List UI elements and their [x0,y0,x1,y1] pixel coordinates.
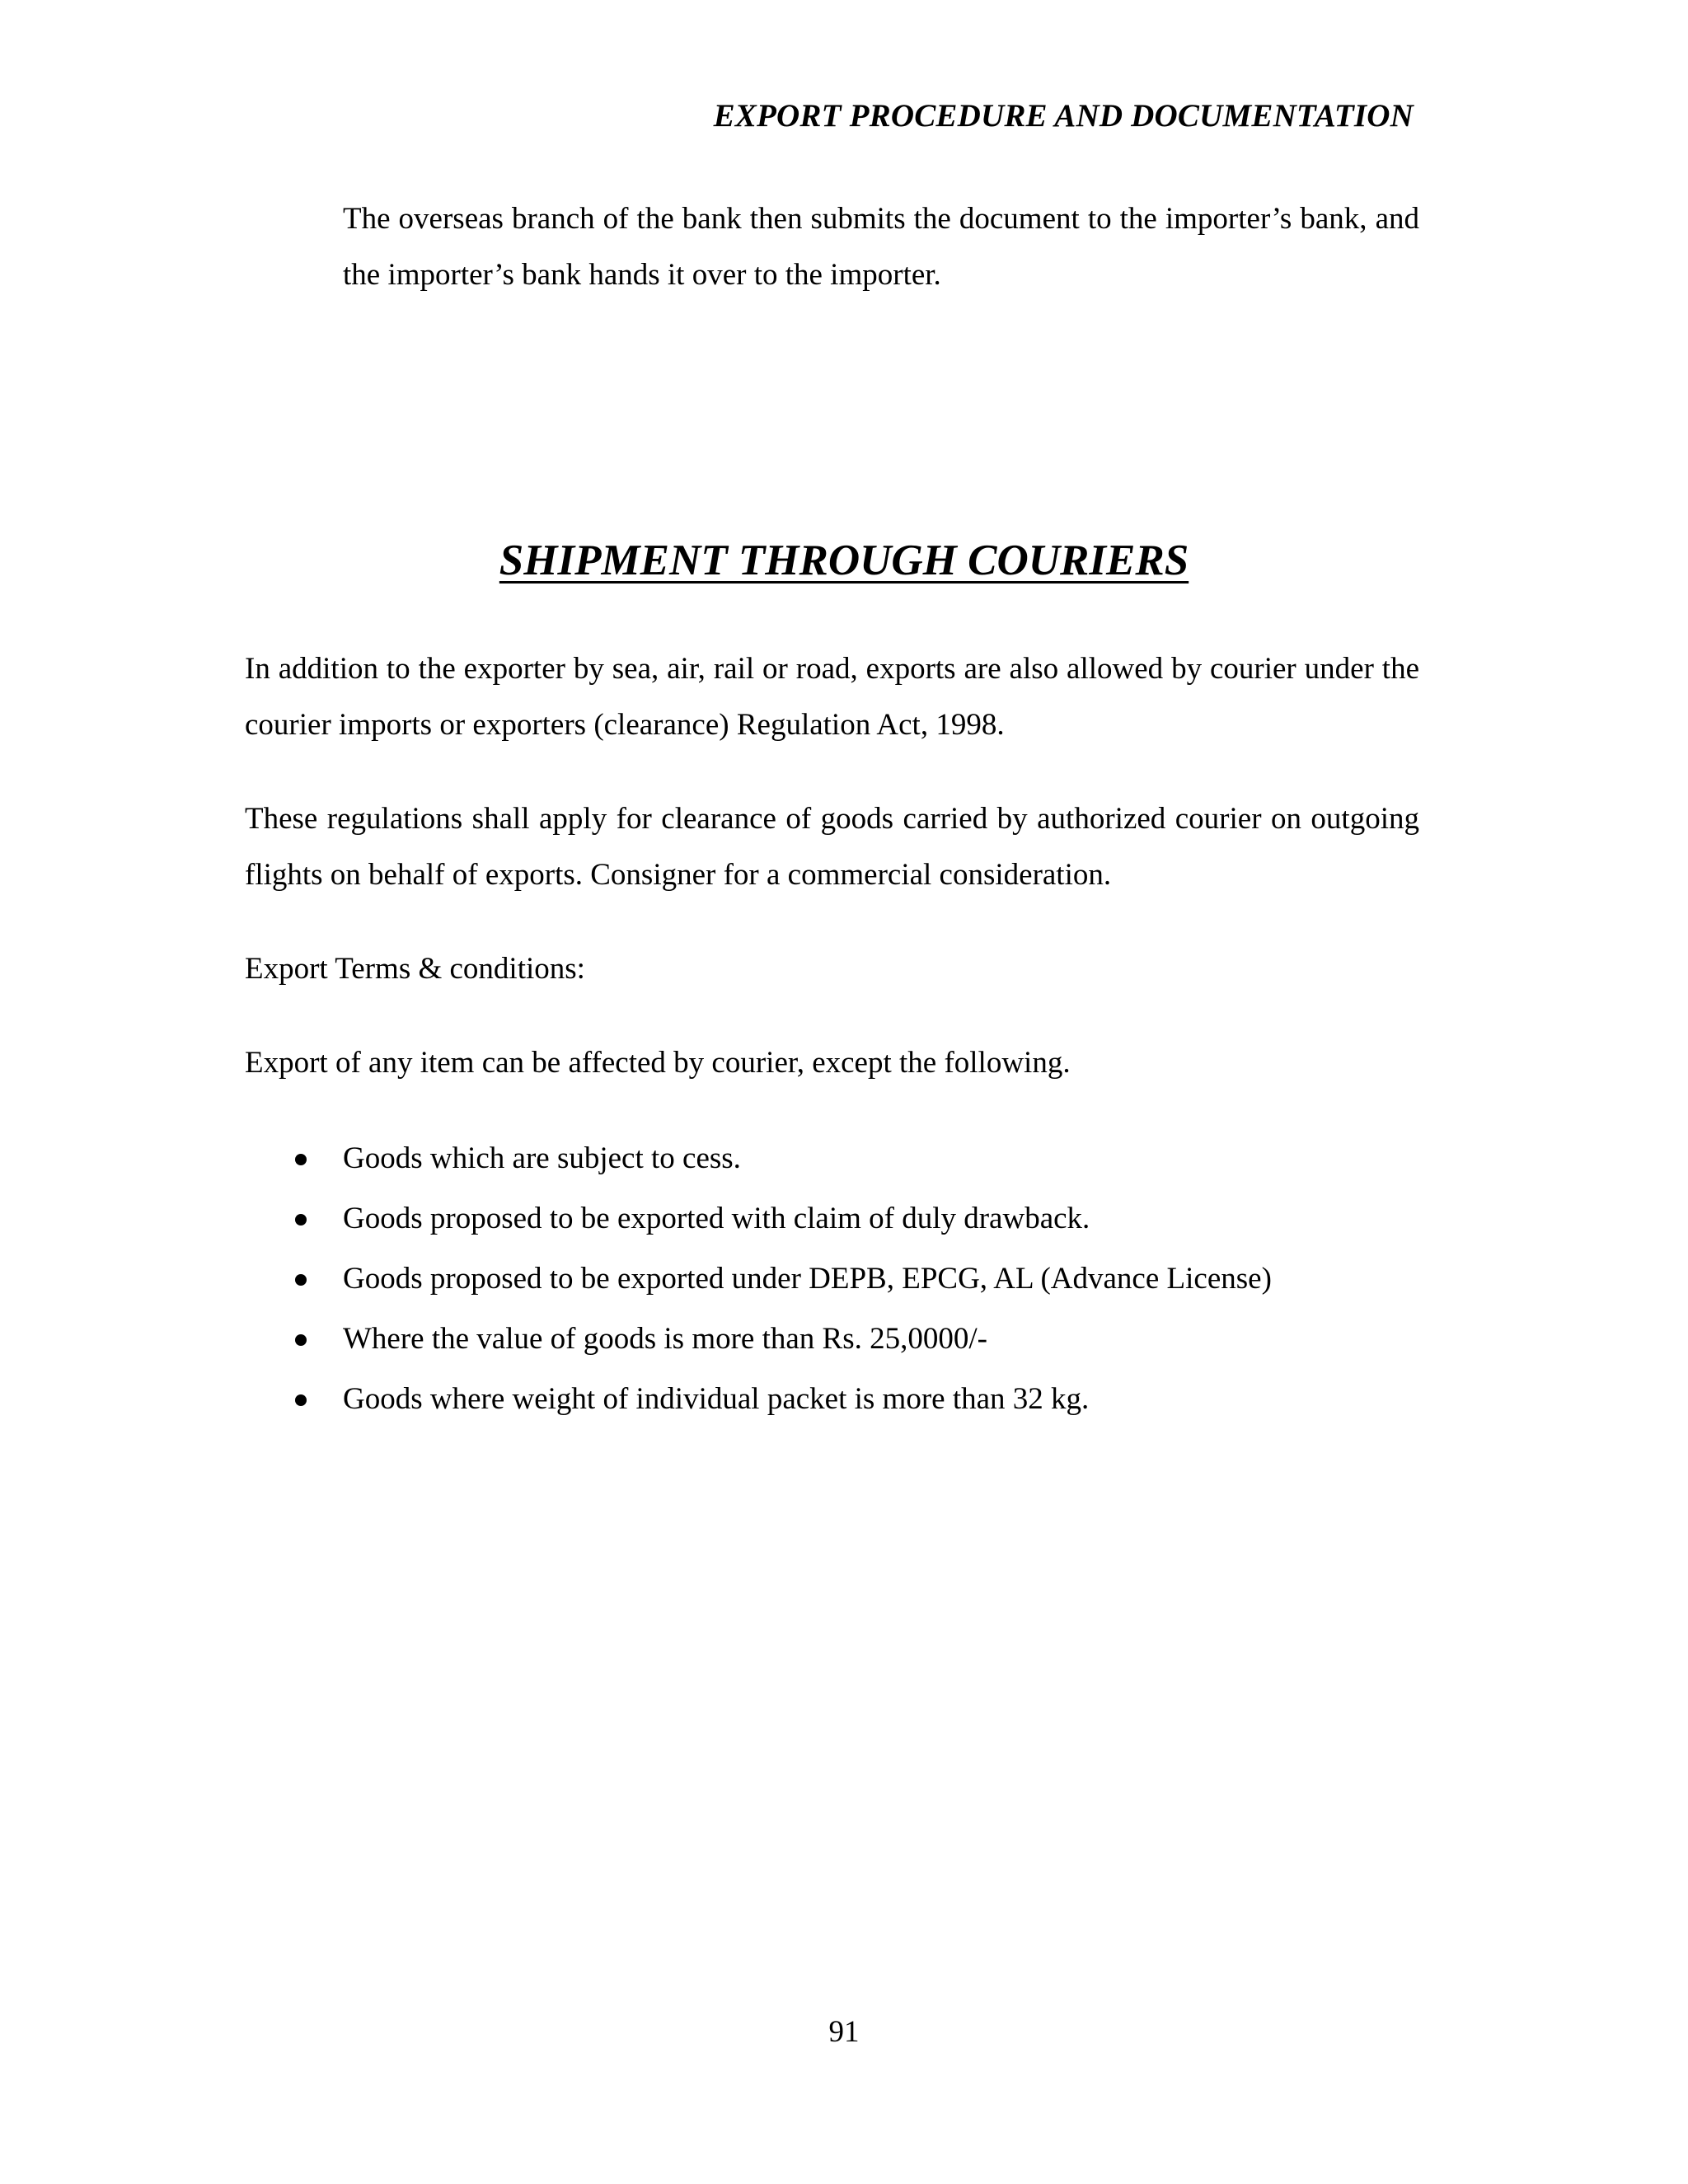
list-item-text: Goods proposed to be exported with claim of duly drawback. [343,1202,1090,1235]
bullet-icon [295,1154,307,1165]
bullet-icon [295,1394,307,1406]
paragraph-regulations: These regulations shall apply for clearance of goods carried by authorized courier on outgoing flights on behalf of exports. Consigner for a commercial consideration. [245,802,1419,892]
list-item [284,1312,1438,1372]
section-title: SHIPMENT THROUGH COURIERS [499,537,1189,584]
intro-paragraph: The overseas branch of the bank then submits the document to the importer’s bank, and the importer’s bank hands it over to the importer. [343,202,1419,292]
exceptions-list [284,1132,1438,1432]
list-item [284,1132,1438,1192]
list-item [284,1372,1438,1432]
list-item-text: Goods where weight of individual packet is more than 32 kg. [343,1382,1090,1416]
paragraph-exceptions-intro: Export of any item can be affected by courier, except the following. [245,1046,1071,1080]
bullet-icon [295,1334,307,1346]
list-item [284,1252,1438,1312]
page-number: 91 [828,2015,860,2049]
bullet-icon [295,1214,307,1226]
list-item-text: Goods proposed to be exported under DEPB, EPCG, AL (Advance License) [343,1262,1272,1296]
list-item [284,1192,1438,1252]
bullet-icon [295,1274,307,1286]
list-item-text: Goods which are subject to cess. [343,1141,741,1175]
paragraph-terms-heading: Export Terms & conditions: [245,952,585,986]
list-item-text: Where the value of goods is more than Rs. 25,0000/- [343,1322,987,1356]
running-header: EXPORT PROCEDURE AND DOCUMENTATION [713,98,1414,134]
paragraph-courier-intro: In addition to the exporter by sea, air, rail or road, exports are also allowed by courier under the courier imports or exporters (clearance) Regulation Act, 1998. [245,652,1419,742]
